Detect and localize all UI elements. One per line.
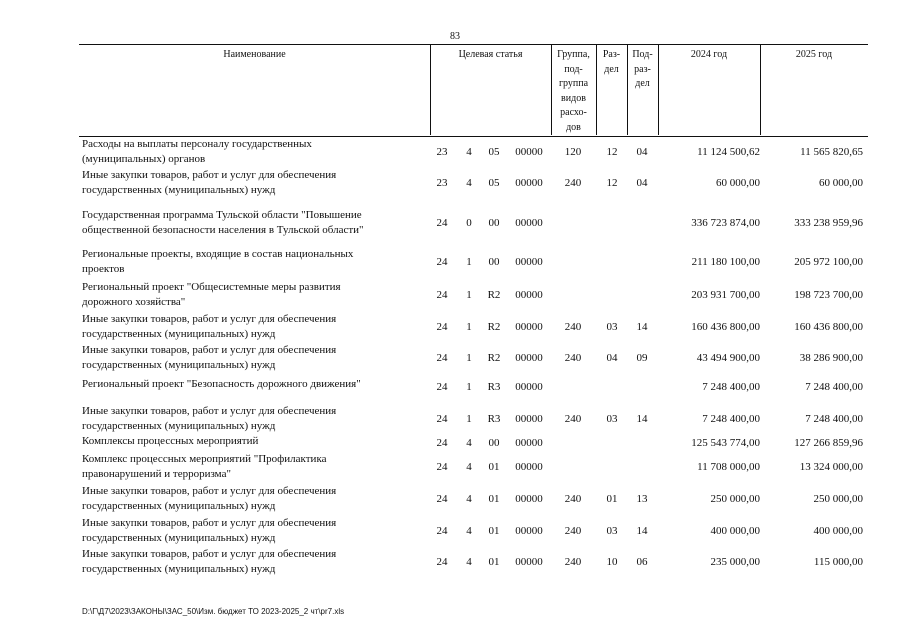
target-article-program: 24 bbox=[436, 352, 448, 364]
row-name: Комплекс процессных мероприятий "Профилактика правонарушений и терроризма" bbox=[82, 453, 327, 480]
row-name: Иные закупки товаров, работ и услуг для обеспечения государственных (муниципальных) нужд bbox=[82, 548, 337, 575]
subsection-code: 14 bbox=[636, 413, 648, 425]
amount-2025: 11 565 820,65 bbox=[800, 146, 863, 158]
amount-2025: 7 248 400,00 bbox=[805, 381, 863, 393]
amount-2024: 7 248 400,00 bbox=[702, 413, 760, 425]
target-article-program: 24 bbox=[436, 525, 448, 537]
row-name: Иные закупки товаров, работ и услуг для обеспечения государственных (муниципальных) нужд bbox=[82, 405, 337, 432]
amount-2024: 250 000,00 bbox=[710, 493, 760, 505]
expense-group: 120 bbox=[564, 146, 582, 158]
amount-2024: 11 708 000,00 bbox=[697, 461, 760, 473]
target-article-direction: 00000 bbox=[515, 437, 543, 449]
header-target-article: Целевая статья bbox=[458, 49, 523, 60]
target-article-direction: 00000 bbox=[515, 352, 543, 364]
target-article-event: R3 bbox=[487, 381, 501, 393]
section-code: 03 bbox=[606, 321, 618, 333]
amount-2024: 211 180 100,00 bbox=[691, 256, 760, 268]
section-code: 03 bbox=[606, 413, 618, 425]
target-article-program: 24 bbox=[436, 556, 448, 568]
target-article-program: 24 bbox=[436, 461, 448, 473]
subsection-code: 14 bbox=[636, 525, 648, 537]
target-article-direction: 00000 bbox=[515, 381, 543, 393]
target-article-direction: 00000 bbox=[515, 289, 543, 301]
expense-group: 240 bbox=[564, 556, 582, 568]
target-article-type: 4 bbox=[466, 461, 472, 473]
target-article-type: 4 bbox=[466, 556, 472, 568]
expense-group: 240 bbox=[564, 525, 582, 537]
page-number: 83 bbox=[450, 31, 460, 42]
target-article-type: 1 bbox=[466, 289, 472, 301]
row-name: Расходы на выплаты персоналу государственных (муниципальных) органов bbox=[82, 138, 312, 165]
target-article-program: 24 bbox=[436, 381, 448, 393]
target-article-program: 24 bbox=[436, 413, 448, 425]
amount-2025: 198 723 700,00 bbox=[794, 289, 863, 301]
subsection-code: 09 bbox=[636, 352, 648, 364]
target-article-event: R2 bbox=[487, 352, 501, 364]
target-article-program: 23 bbox=[436, 177, 448, 189]
amount-2024: 336 723 874,00 bbox=[691, 217, 760, 229]
target-article-program: 24 bbox=[436, 289, 448, 301]
target-article-program: 24 bbox=[436, 256, 448, 268]
target-article-event: R2 bbox=[487, 289, 501, 301]
amount-2024: 160 436 800,00 bbox=[691, 321, 760, 333]
amount-2025: 250 000,00 bbox=[813, 493, 863, 505]
amount-2025: 333 238 959,96 bbox=[794, 217, 863, 229]
target-article-direction: 00000 bbox=[515, 217, 543, 229]
target-article-type: 4 bbox=[466, 437, 472, 449]
expense-group: 240 bbox=[564, 352, 582, 364]
target-article-type: 1 bbox=[466, 321, 472, 333]
amount-2024: 235 000,00 bbox=[710, 556, 760, 568]
row-name: Региональный проект "Безопасность дорожного движения" bbox=[82, 378, 361, 390]
target-article-direction: 00000 bbox=[515, 525, 543, 537]
target-article-event: 00 bbox=[488, 217, 500, 229]
file-path-footer: D:\Г\Д7\2023\ЗАКОНЫ\ЗАС_50\Изм. бюджет ТО 2023-2025_2 чт\pr7.xls bbox=[82, 607, 345, 616]
target-article-program: 24 bbox=[436, 321, 448, 333]
row-name: Иные закупки товаров, работ и услуг для обеспечения государственных (муниципальных) нужд bbox=[82, 485, 337, 512]
target-article-program: 24 bbox=[436, 217, 448, 229]
target-article-type: 0 bbox=[466, 217, 472, 229]
target-article-type: 1 bbox=[466, 352, 472, 364]
target-article-event: 01 bbox=[488, 556, 500, 568]
expense-group: 240 bbox=[564, 177, 582, 189]
target-article-program: 24 bbox=[436, 437, 448, 449]
amount-2025: 400 000,00 bbox=[813, 525, 863, 537]
target-article-event: 05 bbox=[488, 177, 500, 189]
target-article-event: 01 bbox=[488, 461, 500, 473]
target-article-type: 1 bbox=[466, 381, 472, 393]
row-name: Комплексы процессных мероприятий bbox=[82, 435, 259, 447]
target-article-event: 01 bbox=[488, 525, 500, 537]
target-article-type: 4 bbox=[466, 177, 472, 189]
target-article-event: R2 bbox=[487, 321, 501, 333]
header-year-2024: 2024 год bbox=[690, 49, 728, 60]
target-article-direction: 00000 bbox=[515, 493, 543, 505]
amount-2025: 127 266 859,96 bbox=[794, 437, 863, 449]
header-section: Раз- дел bbox=[602, 49, 621, 75]
subsection-code: 04 bbox=[636, 146, 648, 158]
target-article-type: 4 bbox=[466, 493, 472, 505]
amount-2025: 160 436 800,00 bbox=[794, 321, 863, 333]
row-name: Иные закупки товаров, работ и услуг для обеспечения государственных (муниципальных) нужд bbox=[82, 344, 337, 371]
target-article-direction: 00000 bbox=[515, 177, 543, 189]
header-year-2025: 2025 год bbox=[795, 49, 833, 60]
target-article-event: 00 bbox=[488, 437, 500, 449]
expense-group: 240 bbox=[564, 413, 582, 425]
target-article-type: 4 bbox=[466, 146, 472, 158]
target-article-direction: 00000 bbox=[515, 556, 543, 568]
amount-2024: 43 494 900,00 bbox=[696, 352, 760, 364]
target-article-direction: 00000 bbox=[515, 413, 543, 425]
target-article-event: 05 bbox=[488, 146, 500, 158]
subsection-code: 04 bbox=[636, 177, 648, 189]
amount-2025: 60 000,00 bbox=[819, 177, 863, 189]
subsection-code: 14 bbox=[636, 321, 648, 333]
row-name: Иные закупки товаров, работ и услуг для обеспечения государственных (муниципальных) нужд bbox=[82, 517, 337, 544]
row-name: Региональный проект "Общесистемные меры развития дорожного хозяйства" bbox=[82, 281, 341, 308]
amount-2025: 7 248 400,00 bbox=[805, 413, 863, 425]
section-code: 10 bbox=[606, 556, 618, 568]
target-article-type: 1 bbox=[466, 413, 472, 425]
amount-2025: 13 324 000,00 bbox=[799, 461, 863, 473]
target-article-event: 01 bbox=[488, 493, 500, 505]
amount-2025: 205 972 100,00 bbox=[794, 256, 863, 268]
target-article-direction: 00000 bbox=[515, 146, 543, 158]
row-name: Иные закупки товаров, работ и услуг для обеспечения государственных (муниципальных) нужд bbox=[82, 313, 337, 340]
target-article-direction: 00000 bbox=[515, 461, 543, 473]
amount-2025: 38 286 900,00 bbox=[799, 352, 863, 364]
section-code: 04 bbox=[606, 352, 618, 364]
row-name: Региональные проекты, входящие в состав национальных проектов bbox=[82, 248, 354, 275]
subsection-code: 13 bbox=[636, 493, 648, 505]
amount-2025: 115 000,00 bbox=[813, 556, 863, 568]
amount-2024: 60 000,00 bbox=[716, 177, 760, 189]
amount-2024: 400 000,00 bbox=[710, 525, 760, 537]
subsection-code: 06 bbox=[636, 556, 648, 568]
section-code: 01 bbox=[606, 493, 618, 505]
header-subsection: Под- раз- дел bbox=[632, 49, 653, 89]
target-article-direction: 00000 bbox=[515, 256, 543, 268]
target-article-direction: 00000 bbox=[515, 321, 543, 333]
expense-group: 240 bbox=[564, 493, 582, 505]
target-article-program: 24 bbox=[436, 493, 448, 505]
target-article-event: R3 bbox=[487, 413, 501, 425]
target-article-type: 4 bbox=[466, 525, 472, 537]
header-group: Группа, под- группа видов расхо- дов bbox=[557, 49, 590, 133]
amount-2024: 203 931 700,00 bbox=[691, 289, 760, 301]
amount-2024: 125 543 774,00 bbox=[691, 437, 760, 449]
header-name: Наименование bbox=[223, 49, 286, 60]
section-code: 03 bbox=[606, 525, 618, 537]
section-code: 12 bbox=[606, 177, 618, 189]
amount-2024: 11 124 500,62 bbox=[697, 146, 760, 158]
target-article-program: 23 bbox=[436, 146, 448, 158]
target-article-event: 00 bbox=[488, 256, 500, 268]
row-name: Иные закупки товаров, работ и услуг для обеспечения государственных (муниципальных) нужд bbox=[82, 169, 337, 196]
row-name: Государственная программа Тульской области "Повышение общественной безопасности населения в Тульской области" bbox=[82, 209, 364, 236]
section-code: 12 bbox=[606, 146, 618, 158]
expense-group: 240 bbox=[564, 321, 582, 333]
amount-2024: 7 248 400,00 bbox=[702, 381, 760, 393]
target-article-type: 1 bbox=[466, 256, 472, 268]
